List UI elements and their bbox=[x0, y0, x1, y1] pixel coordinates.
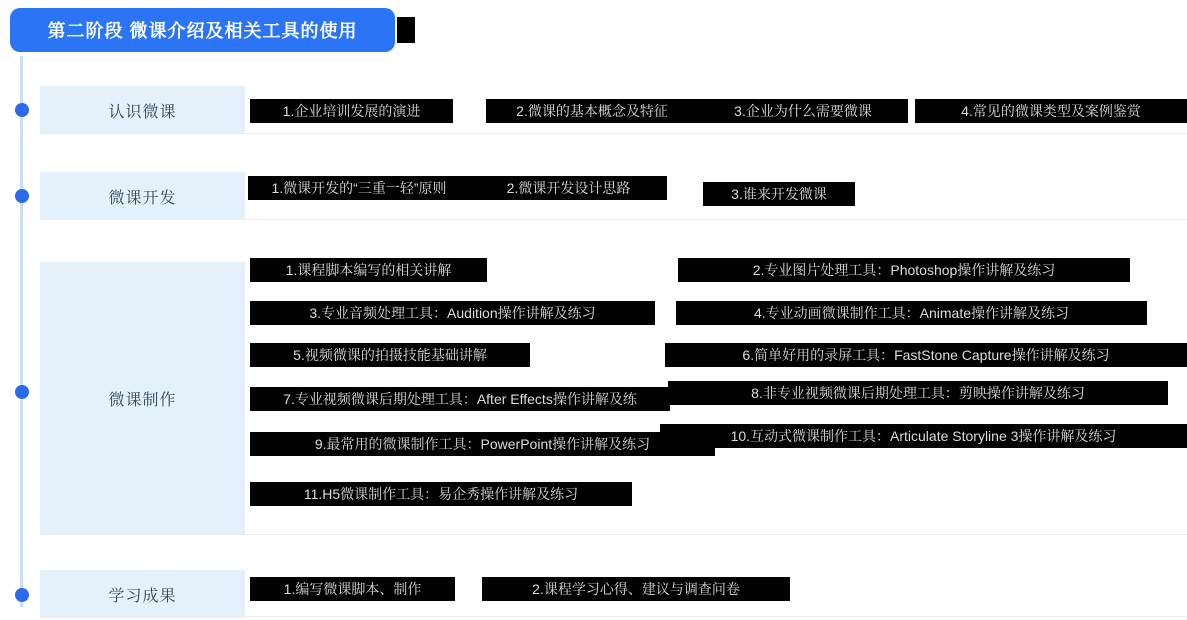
topic-item: 2.微课的基本概念及特征 bbox=[486, 99, 698, 123]
timeline-dot-1 bbox=[15, 103, 29, 117]
topic-item: 10.互动式微课制作工具：Articulate Storyline 3操作讲解及练习 bbox=[660, 424, 1187, 448]
stage-label-weike-zhizuo: 微课制作 bbox=[40, 262, 245, 535]
stage-label-renshi-weike: 认识微课 bbox=[40, 86, 245, 134]
topic-item: 6.简单好用的录屏工具：FastStone Capture操作讲解及练习 bbox=[665, 343, 1187, 367]
topic-item: 9.最常用的微课制作工具：PowerPoint操作讲解及练习 bbox=[250, 432, 715, 456]
section-divider bbox=[40, 219, 1187, 220]
section-divider bbox=[40, 133, 1187, 134]
topic-item: 11.H5微课制作工具：易企秀操作讲解及练习 bbox=[250, 482, 632, 506]
stage-header-banner bbox=[10, 8, 395, 52]
section-divider bbox=[40, 534, 1187, 535]
topic-item: 2.专业图片处理工具：Photoshop操作讲解及练习 bbox=[678, 258, 1130, 282]
stage-header-title: 第二阶段 微课介绍及相关工具的使用 bbox=[47, 21, 358, 41]
topic-item: 1.微课开发的“三重一轻”原则 bbox=[248, 176, 470, 200]
section-divider bbox=[40, 616, 1187, 617]
topic-item: 7.专业视频微课后期处理工具：After Effects操作讲解及练 bbox=[250, 387, 670, 411]
topic-item: 3.专业音频处理工具：Audition操作讲解及练习 bbox=[250, 301, 655, 325]
topic-item: 3.谁来开发微课 bbox=[703, 182, 855, 206]
timeline-dot-3 bbox=[15, 385, 29, 399]
stage-label-weike-kaifa: 微课开发 bbox=[40, 172, 245, 220]
topic-item: 8.非专业视频微课后期处理工具：剪映操作讲解及练习 bbox=[668, 381, 1168, 405]
topic-item: 1.编写微课脚本、制作 bbox=[250, 577, 455, 601]
topic-item: 4.常见的微课类型及案例鉴赏 bbox=[915, 99, 1187, 123]
topic-item: 2.微课开发设计思路 bbox=[470, 176, 667, 200]
timeline-line bbox=[20, 56, 23, 607]
topic-item: 1.企业培训发展的演进 bbox=[250, 99, 453, 123]
topic-item: 4.专业动画微课制作工具：Animate操作讲解及练习 bbox=[676, 301, 1147, 325]
topic-item: 2.课程学习心得、建议与调查问卷 bbox=[482, 577, 790, 601]
timeline-dot-2 bbox=[15, 189, 29, 203]
timeline-dot-4 bbox=[15, 588, 29, 602]
topic-item: 3.企业为什么需要微课 bbox=[698, 99, 908, 123]
stage-label-xuexi-chengguo: 学习成果 bbox=[40, 570, 245, 618]
topic-item: 5.视频微课的拍摄技能基础讲解 bbox=[250, 343, 530, 367]
topic-item: 1.课程脚本编写的相关讲解 bbox=[250, 258, 487, 282]
header-black-marker bbox=[397, 17, 415, 43]
